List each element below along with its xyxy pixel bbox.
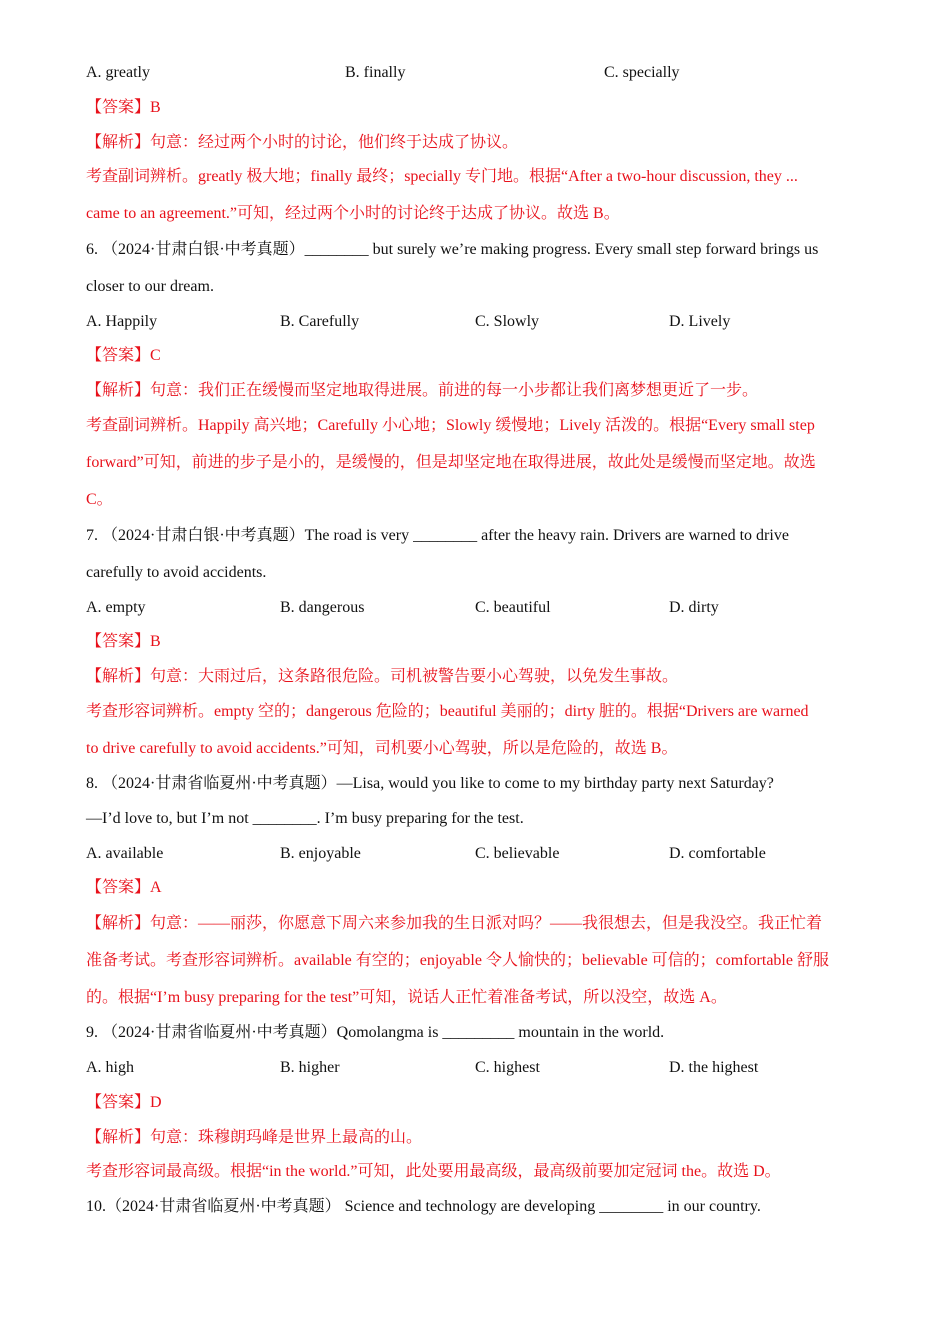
q5-option-a: A. greatly	[86, 64, 150, 81]
q9-option-a: A. high	[86, 1059, 134, 1076]
q5-analysis-line-3: came to an agreement.”可知，经过两个小时的讨论终于达成了协议。故选 B。	[86, 205, 620, 222]
q9-option-b: B. higher	[280, 1059, 340, 1076]
q6-option-a: A. Happily	[86, 313, 158, 330]
q7-stem-line-2: carefully to avoid accidents.	[86, 564, 267, 581]
q7-option-b: B. dangerous	[280, 599, 365, 616]
q9-option-d: D. the highest	[669, 1059, 759, 1076]
q8-stem-line-2: —I’d love to, but I’m not ________. I’m busy preparing for the test.	[86, 810, 524, 827]
q9-option-c: C. highest	[475, 1059, 540, 1076]
q6-option-d: D. Lively	[669, 313, 731, 330]
q8-answer: 【答案】A	[86, 879, 162, 896]
q9-analysis-line-1: 【解析】句意：珠穆朗玛峰是世界上最高的山。	[86, 1129, 423, 1146]
q7-option-c: C. beautiful	[475, 599, 551, 616]
q8-option-b: B. enjoyable	[280, 845, 361, 862]
q8-analysis-line-2: 准备考试。考查形容词辨析。available 有空的；enjoyable 令人愉快的；believable 可信的；comfortable 舒服	[86, 952, 829, 969]
q8-stem-line-1: 8. （2024·甘肃省临夏州·中考真题）—Lisa, would you like to come to my birthday party next Saturday?	[86, 775, 774, 792]
q10-stem-line-1: 10.（2024·甘肃省临夏州·中考真题） Science and technology are developing ________ in our country.	[86, 1198, 761, 1215]
q5-analysis-line-2: 考查副词辨析。greatly 极大地；finally 最终；specially 专门地。根据“After a two-hour discussion, they ...	[86, 168, 798, 185]
q8-option-c: C. believable	[475, 845, 560, 862]
q7-analysis-line-2: 考查形容词辨析。empty 空的；dangerous 危险的；beautiful 美丽的；dirty 脏的。根据“Drivers are warned	[86, 703, 809, 720]
q6-answer: 【答案】C	[86, 347, 161, 364]
q6-analysis-line-1: 【解析】句意：我们正在缓慢而坚定地取得进展。前进的每一小步都让我们离梦想更近了一步。	[86, 382, 759, 399]
q7-analysis-line-1: 【解析】句意：大雨过后，这条路很危险。司机被警告要小心驾驶，以免发生事故。	[86, 668, 679, 685]
q8-analysis-line-3: 的。根据“I’m busy preparing for the test”可知，说话人正忙着准备考试，所以没空，故选 A。	[86, 989, 727, 1006]
q7-option-d: D. dirty	[669, 599, 719, 616]
q6-option-b: B. Carefully	[280, 313, 360, 330]
q7-option-a: A. empty	[86, 599, 146, 616]
q7-answer: 【答案】B	[86, 633, 161, 650]
q7-stem-line-1: 7. （2024·甘肃白银·中考真题）The road is very ________ after the heavy rain. Drivers are warned to drive	[86, 527, 789, 544]
q9-stem-line-1: 9. （2024·甘肃省临夏州·中考真题）Qomolangma is _________ mountain in the world.	[86, 1024, 665, 1041]
q6-analysis-line-3: forward”可知，前进的步子是小的，是缓慢的，但是却坚定地在取得进展，故此处是缓慢而坚定地。故选	[86, 454, 816, 471]
q6-stem-line-2: closer to our dream.	[86, 278, 214, 295]
q5-option-c: C. specially	[604, 64, 680, 81]
q5-analysis-line-1: 【解析】句意：经过两个小时的讨论，他们终于达成了协议。	[86, 134, 519, 151]
q5-answer: 【答案】B	[86, 99, 161, 116]
q9-answer: 【答案】D	[86, 1094, 162, 1111]
q7-analysis-line-3: to drive carefully to avoid accidents.”可知，司机要小心驾驶，所以是危险的，故选 B。	[86, 740, 678, 757]
q5-option-b: B. finally	[345, 64, 406, 81]
q6-analysis-line-2: 考查副词辨析。Happily 高兴地；Carefully 小心地；Slowly 缓慢地；Lively 活泼的。根据“Every small step	[86, 417, 815, 434]
q6-stem-line-1: 6. （2024·甘肃白银·中考真题）________ but surely we’re making progress. Every small step forward brings us	[86, 241, 819, 258]
q8-option-d: D. comfortable	[669, 845, 766, 862]
q6-analysis-line-4: C。	[86, 491, 113, 508]
q8-analysis-line-1: 【解析】句意：——丽莎，你愿意下周六来参加我的生日派对吗？——我很想去，但是我没空。我正忙着	[86, 915, 823, 932]
q6-option-c: C. Slowly	[475, 313, 540, 330]
q8-option-a: A. available	[86, 845, 164, 862]
q9-analysis-line-2: 考查形容词最高级。根据“in the world.”可知，此处要用最高级，最高级前要加定冠词 the。故选 D。	[86, 1163, 781, 1180]
